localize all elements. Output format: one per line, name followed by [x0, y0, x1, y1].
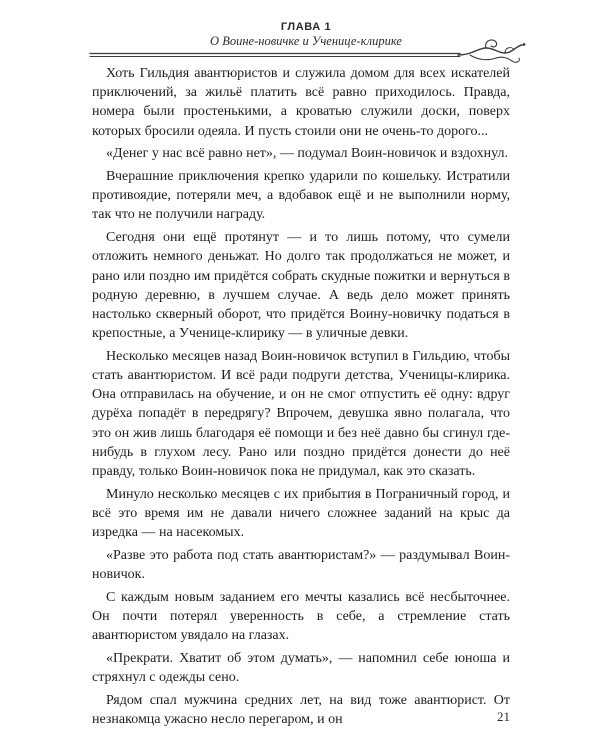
- paragraph: «Разве это работа под стать авантюристам?» — раздумывал Воин-новичок.: [92, 547, 510, 583]
- paragraph: Хоть Гильдия авантюристов и служила домом для всех искателей приключений, за жильё платить всё равно приходилось. Правда, номера были простенькими, а кроватью служили доски, поверх которых бросили одеяла. И пусть стоили они не очень-то дорого...: [92, 66, 510, 139]
- page-number: 21: [497, 709, 510, 724]
- chapter-title: О Воине-новичке и Ученице-клирике: [210, 34, 402, 48]
- chapter-label: ГЛАВА 1: [280, 21, 332, 33]
- paragraph: Вчерашние приключения крепко ударили по кошельку. Истратили противоядие, потеряли меч, а вдобавок ещё и не выполнили норму, так что не получили награду.: [92, 169, 510, 223]
- paragraph: Минуло несколько месяцев с их прибытия в Пограничный город, и всё это время им не давали ничего сложнее заданий на крыс да изредка — на насекомых.: [92, 486, 510, 541]
- paragraph: Рядом спал мужчина средних лет, на вид тоже авантюрист. От незнакомца ужасно несло перегаром, и он: [92, 692, 510, 727]
- header-rule-ornament: [0, 0, 600, 70]
- paragraph: Несколько месяцев назад Воин-новичок вступил в Гильдию, чтобы стать авантюристом. И всё ради подруги детства, Ученицы-клирика. Она отправилась на обучение, и он не смог отпустить её одну: вдруг дурёха попадёт в передрягу? Впрочем, девушка явно полагала, что это он жив лишь благодаря её помощи и без неё давно бы сгинул где-нибудь в глухом лесу. Рано или поздно придётся донести до неё правду, только Воин-новичок пока не придумал, как это сказать.: [92, 348, 510, 480]
- paragraph: «Прекрати. Хватит об этом думать», — напомнил себе юноша и стряхнул с одежды сено.: [92, 650, 510, 686]
- paragraph: Сегодня они ещё протянут — и то лишь потому, что сумели отложить немного деньжат. Но долго так продолжаться не может, и рано или поздно им придётся собрать скудные пожитки и вернуться в родную деревню, в лучшем случае. А ведь дело может принять настолько скверный оборот, что придётся Воину-новичку податься в крепостные, а Ученице-клирику — в уличные девки.: [92, 230, 510, 342]
- paragraph: «Денег у нас всё равно нет», — подумал Воин-новичок и вздохнул.: [106, 146, 508, 162]
- paragraph: С каждым новым заданием его мечты казались всё несбыточнее. Он почти потерял уверенность в себе, а стремление стать авантюристом увядало на глазах.: [92, 589, 510, 644]
- body-text: [92, 64, 510, 733]
- scroll-flourish-icon: [90, 40, 525, 62]
